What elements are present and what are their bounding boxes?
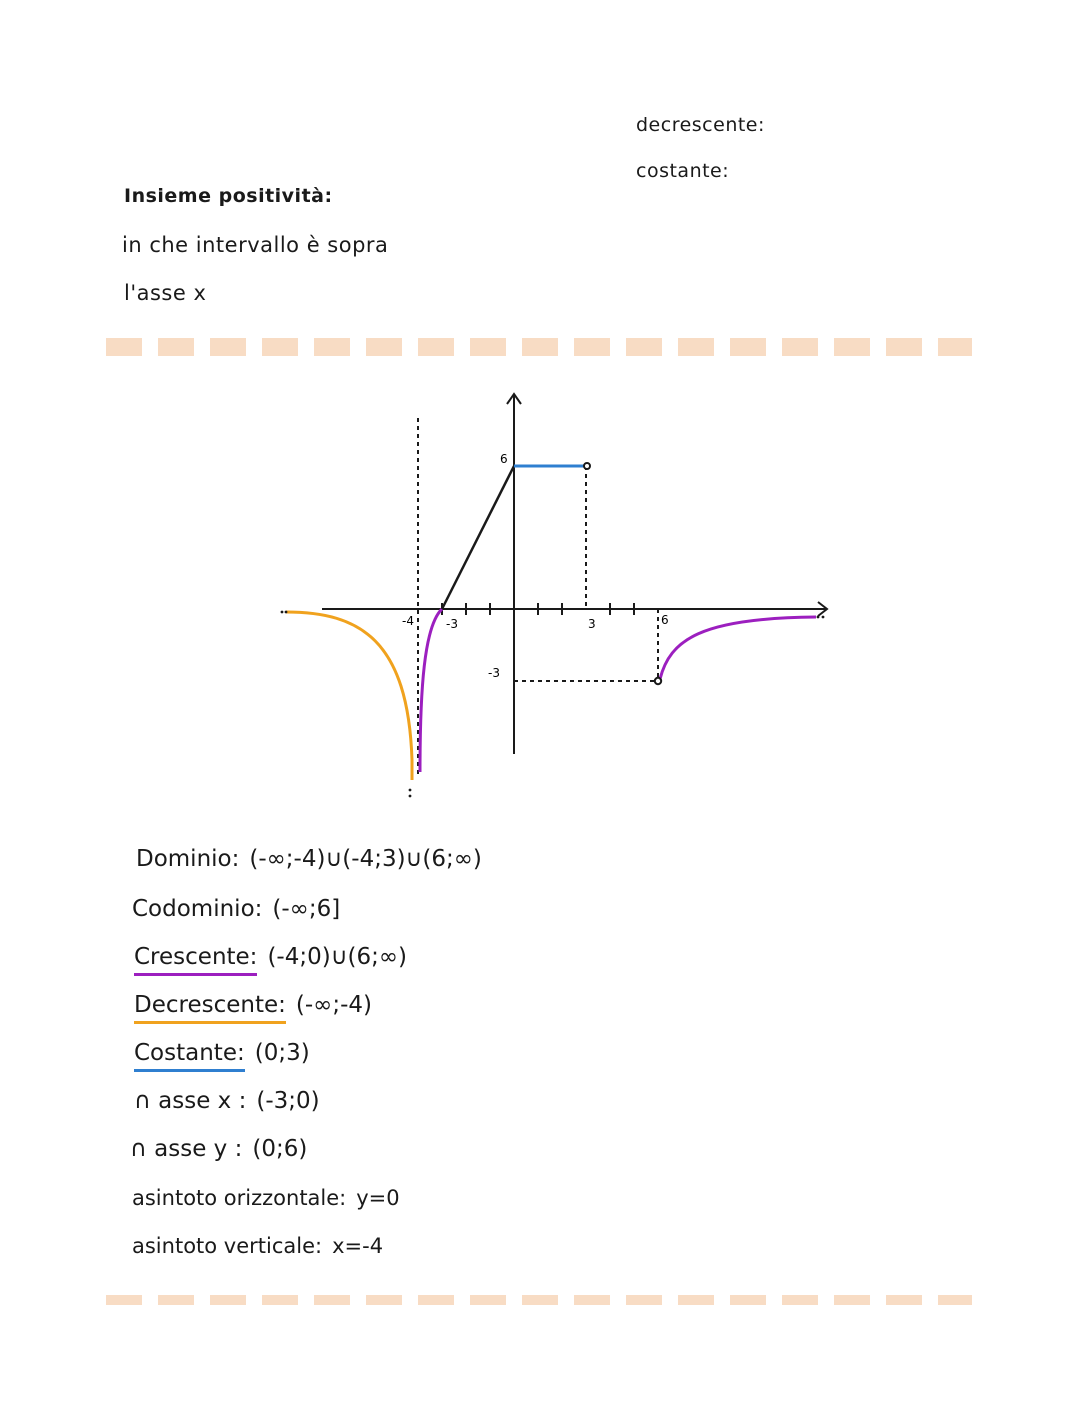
left-dots [281, 611, 284, 614]
decrescente-row [134, 992, 372, 1024]
x-tick-label-minus4: -4 [402, 614, 414, 628]
asse-x-label: ∩ asse x : [134, 1088, 247, 1114]
dashed-divider-bottom [106, 1295, 972, 1305]
asse-y-label: ∩ asse y : [130, 1136, 243, 1162]
codominio-value: (-∞;6] [272, 896, 341, 922]
linear-segment [442, 466, 514, 609]
decrescente-label: Decrescente: [134, 992, 286, 1024]
open-point-3-6 [584, 463, 590, 469]
insieme-positivita-title: Insieme positività: [124, 185, 333, 207]
x-tick-label-3: 3 [588, 617, 596, 631]
costante-label: Costante: [134, 1040, 245, 1072]
function-graph [0, 380, 1080, 810]
asintoto-verticale-row [132, 1234, 383, 1258]
orange-decreasing-curve [286, 612, 412, 780]
purple-increasing-curve-right [660, 617, 816, 679]
costante-note: costante: [636, 160, 730, 182]
codominio-row [132, 896, 340, 922]
bottom-dots [409, 789, 412, 792]
asintoto-verticale-label: asintoto verticale: [132, 1234, 323, 1258]
costante-value: (0;3) [254, 1040, 310, 1066]
crescente-row [134, 944, 407, 976]
asintoto-orizzontale-label: asintoto orizzontale: [132, 1186, 347, 1210]
right-dots [817, 616, 820, 619]
costante-row [134, 1040, 310, 1072]
decrescente-value: (-∞;-4) [295, 992, 372, 1018]
crescente-label: Crescente: [134, 944, 257, 976]
insieme-line-2: l'asse x [124, 281, 207, 305]
asse-y-value: (0;6) [252, 1136, 308, 1162]
asse-x-value: (-3;0) [256, 1088, 320, 1114]
dominio-row [136, 846, 482, 872]
intersezione-asse-x-row [134, 1088, 320, 1114]
open-point-6-minus3 [655, 678, 661, 684]
dominio-label: Dominio: [136, 846, 240, 872]
x-tick-label-6: 6 [661, 613, 669, 627]
asintoto-verticale-value: x=-4 [332, 1234, 384, 1258]
asintoto-orizzontale-value: y=0 [356, 1186, 400, 1210]
asintoto-orizzontale-row [132, 1186, 400, 1210]
intersezione-asse-y-row [130, 1136, 307, 1162]
crescente-value: (-4;0)∪(6;∞) [267, 944, 408, 970]
decrescente-note: decrescente: [636, 114, 765, 136]
dashed-divider-top [106, 338, 972, 356]
insieme-line-1: in che intervallo è sopra [122, 233, 389, 257]
x-tick-label-minus3: -3 [446, 617, 458, 631]
dominio-value: (-∞;-4)∪(-4;3)∪(6;∞) [249, 846, 482, 872]
y-tick-label-6: 6 [500, 452, 508, 466]
codominio-label: Codominio: [132, 896, 263, 922]
y-tick-label-minus3: -3 [488, 666, 500, 680]
purple-increasing-curve-left [420, 609, 442, 772]
